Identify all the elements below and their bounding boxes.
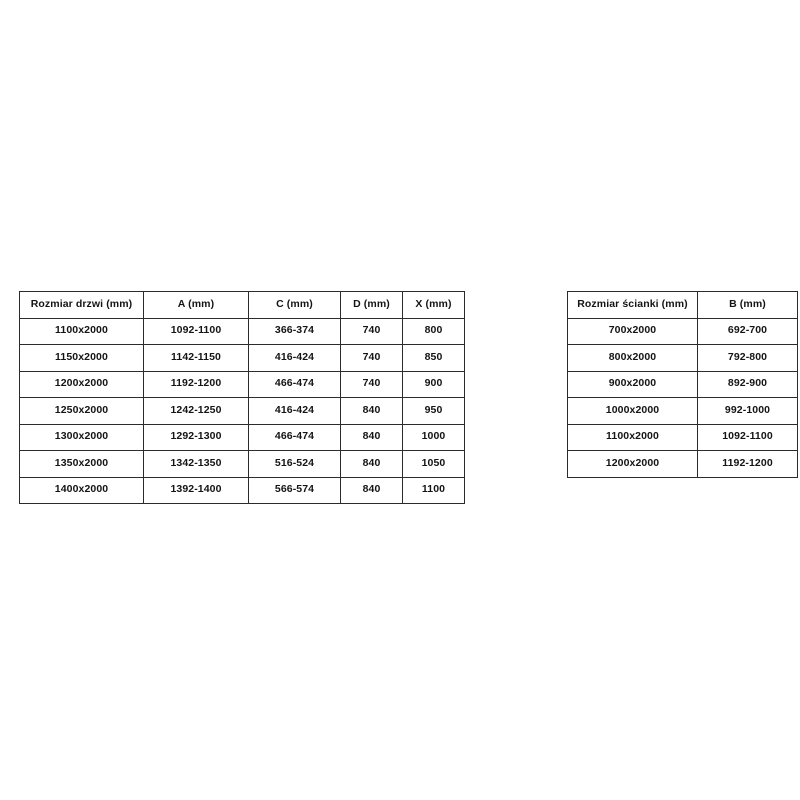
table-row	[20, 398, 465, 425]
cell-c: 516-524	[249, 451, 341, 478]
doors-table-container	[19, 291, 465, 504]
walls-dimensions-table	[567, 291, 798, 478]
column-header-b: B (mm)	[698, 292, 798, 319]
column-header-wall-size: Rozmiar ścianki (mm)	[568, 292, 698, 319]
table-row	[20, 477, 465, 504]
table-row	[568, 318, 798, 345]
cell-c: 416-424	[249, 345, 341, 372]
table-row	[568, 424, 798, 451]
cell-door-size: 1250x2000	[20, 398, 144, 425]
cell-door-size: 1150x2000	[20, 345, 144, 372]
cell-wall-size: 1000x2000	[568, 398, 698, 425]
cell-x: 850	[403, 345, 465, 372]
cell-x: 900	[403, 371, 465, 398]
table-header-row	[568, 292, 798, 319]
cell-x: 800	[403, 318, 465, 345]
cell-d: 840	[341, 424, 403, 451]
cell-d: 740	[341, 371, 403, 398]
table-row	[568, 345, 798, 372]
cell-wall-size: 700x2000	[568, 318, 698, 345]
cell-b: 1092-1100	[698, 424, 798, 451]
cell-c: 466-474	[249, 424, 341, 451]
cell-door-size: 1400x2000	[20, 477, 144, 504]
cell-a: 1092-1100	[144, 318, 249, 345]
cell-a: 1342-1350	[144, 451, 249, 478]
cell-c: 366-374	[249, 318, 341, 345]
cell-door-size: 1200x2000	[20, 371, 144, 398]
column-header-c: C (mm)	[249, 292, 341, 319]
column-header-door-size: Rozmiar drzwi (mm)	[20, 292, 144, 319]
cell-b: 1192-1200	[698, 451, 798, 478]
cell-x: 1050	[403, 451, 465, 478]
table-row	[20, 345, 465, 372]
cell-b: 792-800	[698, 345, 798, 372]
cell-a: 1292-1300	[144, 424, 249, 451]
cell-wall-size: 1200x2000	[568, 451, 698, 478]
cell-b: 892-900	[698, 371, 798, 398]
table-header-row	[20, 292, 465, 319]
cell-d: 740	[341, 318, 403, 345]
cell-x: 1000	[403, 424, 465, 451]
cell-d: 840	[341, 398, 403, 425]
cell-door-size: 1100x2000	[20, 318, 144, 345]
cell-b: 992-1000	[698, 398, 798, 425]
cell-wall-size: 900x2000	[568, 371, 698, 398]
table-row	[568, 398, 798, 425]
cell-a: 1392-1400	[144, 477, 249, 504]
column-header-a: A (mm)	[144, 292, 249, 319]
table-row	[568, 451, 798, 478]
cell-b: 692-700	[698, 318, 798, 345]
table-row	[20, 451, 465, 478]
cell-x: 950	[403, 398, 465, 425]
cell-a: 1242-1250	[144, 398, 249, 425]
table-row	[568, 371, 798, 398]
cell-c: 566-574	[249, 477, 341, 504]
table-row	[20, 318, 465, 345]
cell-wall-size: 1100x2000	[568, 424, 698, 451]
cell-wall-size: 800x2000	[568, 345, 698, 372]
doors-dimensions-table	[19, 291, 465, 504]
cell-door-size: 1350x2000	[20, 451, 144, 478]
cell-a: 1192-1200	[144, 371, 249, 398]
walls-table-container	[567, 291, 798, 478]
cell-d: 740	[341, 345, 403, 372]
cell-door-size: 1300x2000	[20, 424, 144, 451]
column-header-x: X (mm)	[403, 292, 465, 319]
column-header-d: D (mm)	[341, 292, 403, 319]
table-row	[20, 371, 465, 398]
cell-a: 1142-1150	[144, 345, 249, 372]
cell-x: 1100	[403, 477, 465, 504]
table-row	[20, 424, 465, 451]
cell-c: 416-424	[249, 398, 341, 425]
cell-d: 840	[341, 477, 403, 504]
cell-c: 466-474	[249, 371, 341, 398]
cell-d: 840	[341, 451, 403, 478]
